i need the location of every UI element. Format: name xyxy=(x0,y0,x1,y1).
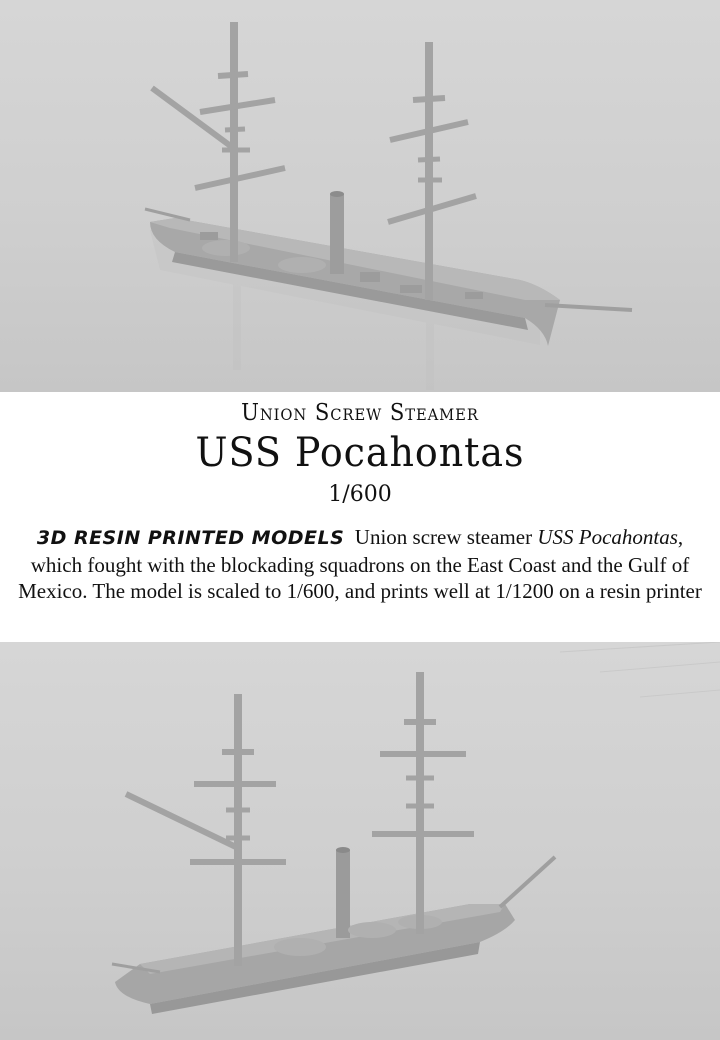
brand-name: 3D RESIN PRINTED MODELS xyxy=(36,527,345,549)
page-title: USS Pocahontas xyxy=(195,430,525,476)
ship-model-image-bottom xyxy=(0,642,720,1040)
scale-label: 1/600 xyxy=(328,482,392,507)
description xyxy=(12,524,708,605)
description-body: , which fought with the blockading squadrons on the East Coast and the Gulf of Mexico. The model is scaled to 1/600, and prints well at 1/1200 on a resin printer xyxy=(18,525,702,603)
ship-render-bottom xyxy=(0,642,720,1040)
page-subtitle: Union Screw Steamer xyxy=(241,400,479,426)
description-lead: Union screw steamer xyxy=(354,525,538,549)
description-ship-name: USS Pocahontas xyxy=(537,525,678,549)
ship-model-image-top xyxy=(0,0,720,392)
info-panel xyxy=(0,392,720,642)
ship-render-top xyxy=(0,0,720,392)
